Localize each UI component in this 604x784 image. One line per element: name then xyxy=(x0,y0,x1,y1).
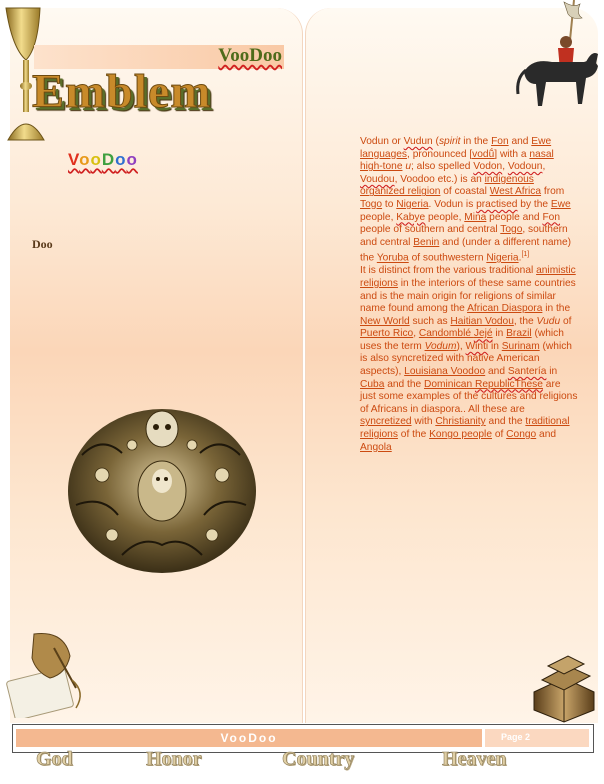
rainbow-voodoo-title: VooDoo xyxy=(68,150,138,169)
link-vodoun[interactable]: Vodoun xyxy=(507,161,543,173)
link-dominican-republic[interactable]: Dominican RepublicThese xyxy=(424,378,543,390)
link-surinam[interactable]: Surinam xyxy=(501,340,540,352)
link-voudou[interactable]: Voudou xyxy=(360,173,395,185)
link-kabye[interactable]: Kabye xyxy=(396,211,426,223)
link-nigeria[interactable]: Nigeria xyxy=(396,198,429,210)
link-practised[interactable]: practised xyxy=(476,198,518,210)
link-syncretized[interactable]: syncretized xyxy=(360,416,412,428)
page-number: Page 2 xyxy=(501,732,531,742)
link-puerto-rico[interactable]: Puerto Rico xyxy=(360,328,414,340)
horse-rider-icon xyxy=(512,0,600,128)
link-nasal-high-tone[interactable]: nasal high-tone xyxy=(360,148,554,173)
link-santeria[interactable]: Santería xyxy=(507,366,547,378)
link-west-africa[interactable]: West Africa xyxy=(489,186,542,198)
virtues-row xyxy=(0,748,604,778)
footer-title: VooDoo xyxy=(220,731,278,745)
link-vodum[interactable]: Vodum xyxy=(424,340,457,352)
link-congo[interactable]: Congo xyxy=(506,429,537,441)
link-louisiana-voodoo[interactable]: Louisiana Voodoo xyxy=(404,366,486,378)
link-christianity[interactable]: Christianity xyxy=(435,416,486,428)
link-animistic-religions[interactable]: animistic religions xyxy=(360,265,576,289)
hand-quill-icon xyxy=(6,628,92,718)
books-icon xyxy=(528,652,600,724)
link-yoruba[interactable]: Yoruba xyxy=(376,252,409,264)
link-mina[interactable]: Mina xyxy=(464,211,487,223)
footer-title-area xyxy=(16,729,482,747)
link-fon-people[interactable]: Fon xyxy=(542,211,560,223)
virtue-heaven: Heaven xyxy=(442,748,507,770)
virtue-god: God xyxy=(36,748,73,770)
link-vudun[interactable]: Vudun xyxy=(403,136,433,147)
link-african-diaspora[interactable]: African Diaspora xyxy=(467,303,543,315)
link-new-world[interactable]: New World xyxy=(360,315,410,327)
link-vodon[interactable]: Vodon xyxy=(473,161,503,173)
link-angola[interactable]: Angola xyxy=(360,441,392,453)
link-fon[interactable]: Fon xyxy=(491,136,509,147)
link-kongo-people[interactable]: Kongo people xyxy=(429,429,492,441)
link-nigeria-2[interactable]: Nigeria xyxy=(486,252,519,264)
page-title: VooDoo xyxy=(218,45,282,66)
article-paragraph-1: Vodun or Vudun (spirit in the Fon and Ewe languages, pronounced [vodṹ] with a nasal high-tone u; also spelled Vodon, Vodoun, Voudou, Voodoo etc.) is an indigenous organized religion of coastal West Africa from Togo to Nigeria. Vodun is practised by the Ewe people, Kabye people, Mina people and Fon people of southern and central Togo, southern and central Benin and (under a different name) the Yoruba of southwestern Nigeria.[1] xyxy=(360,136,572,264)
footnote-1[interactable]: [1] xyxy=(521,251,530,259)
link-winti[interactable]: Winti xyxy=(465,340,489,352)
link-ewe[interactable]: Ewe xyxy=(550,198,571,210)
link-ewe-languages[interactable]: Ewe languages xyxy=(360,136,552,160)
link-cuba[interactable]: Cuba xyxy=(360,378,385,390)
doo-label: Doo xyxy=(32,237,53,251)
link-haitian-vodou[interactable]: Haitian Vodou xyxy=(450,315,514,327)
article-paragraph-2: It is distinct from the various traditional animistic religions in the interiors of these same countries and is the main origin for religions of similar name found among the African Diaspora in the New World such as Haitian Vodou, the Vudu of Puerto Rico, Candomblé Jejé in Brazil (which uses the term Vodum), Winti in Surinam (which is also syncretized with native American aspects), Louisiana Voodoo and Santería in Cuba and the Dominican RepublicThese are just some examples of the cultures and religions of Africans in diaspora.. All these are syncretized with Christianity and the traditional religions of the Kongo people of Congo and Angola xyxy=(360,265,578,453)
link-traditional-religions[interactable]: traditional religions xyxy=(360,416,570,441)
virtue-honor: Honor xyxy=(146,748,202,770)
link-togo-2[interactable]: Togo xyxy=(500,224,523,236)
article-body xyxy=(360,136,578,454)
link-togo[interactable]: Togo xyxy=(360,198,383,210)
link-pronunciation[interactable]: [vodṹ] xyxy=(469,148,498,160)
emblem-heading: Emblem xyxy=(32,65,212,118)
link-candomble-jeje[interactable]: Candomblé Jejé xyxy=(418,328,493,340)
link-brazil[interactable]: Brazil xyxy=(506,328,532,340)
link-indigenous-organized-religion[interactable]: indigenous organized religion xyxy=(360,173,534,198)
virtue-country: Country xyxy=(282,748,355,770)
link-benin[interactable]: Benin xyxy=(413,236,440,248)
skull-throne-icon xyxy=(62,395,260,577)
footer-page-area xyxy=(485,729,589,747)
